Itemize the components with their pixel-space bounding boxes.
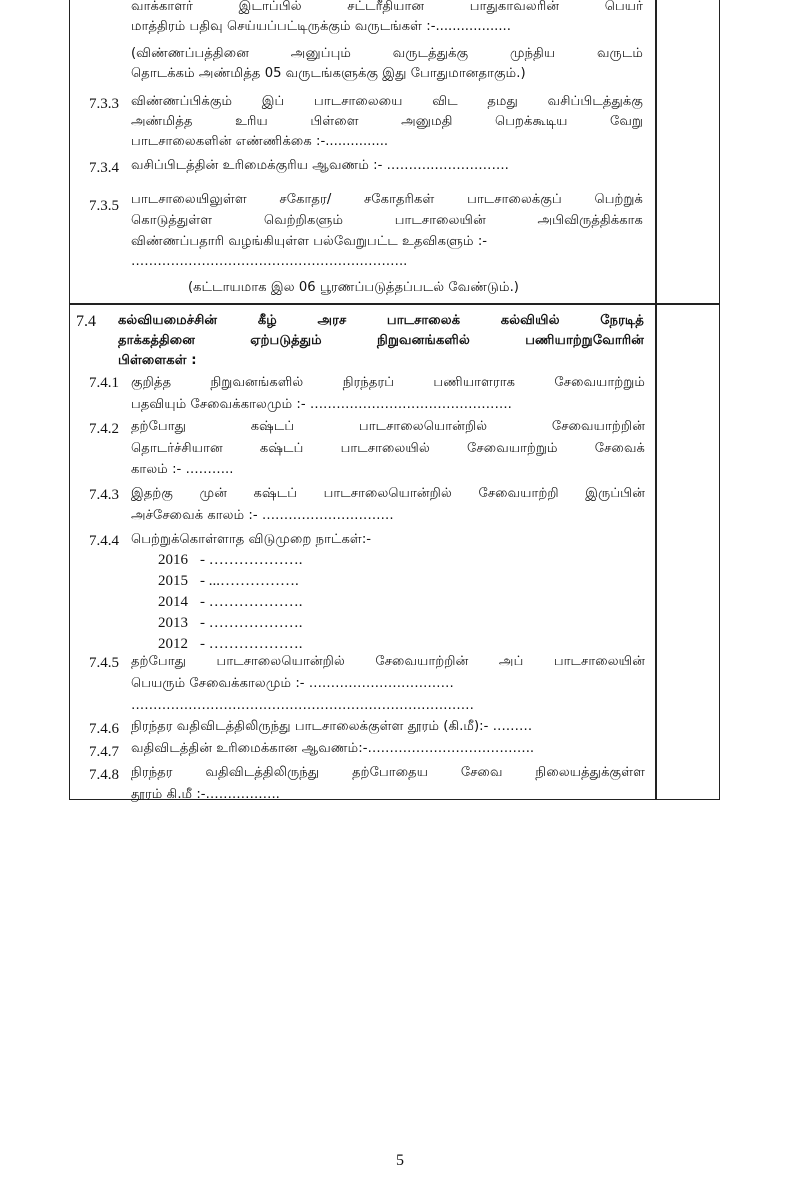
top-note-2: தொடக்கம் அண்மித்த 05 வருடங்களுக்கு இது போதுமானதாகும்.) bbox=[131, 66, 526, 81]
item-line: விண்ணப்பதாரி வழங்கியுள்ள பல்வேறுபட்ட உதவிகளும் :- bbox=[131, 234, 488, 249]
item-number: 7.3.3 bbox=[89, 96, 119, 112]
top-note-1: (விண்ணப்பத்தினை அனுப்பும் வருடத்துக்கு முந்திய வருடம் bbox=[131, 46, 643, 61]
page-number: 5 bbox=[396, 1152, 404, 1169]
note-735: (கட்டாயமாக இல 06 பூரணப்படுத்தப்படல் வேண்டும்.) bbox=[188, 280, 519, 295]
item-number: 7.4.2 bbox=[89, 421, 119, 437]
leave-year: 2016 bbox=[158, 552, 188, 568]
item-line: வதிவிடத்தின் உரிமைக்கான ஆவணம்:-……………………………….. bbox=[131, 741, 535, 756]
item-line: …………………………………………………………………… bbox=[131, 698, 474, 713]
leave-year-dots: - ………………. bbox=[200, 552, 303, 568]
item-line: பெற்றுக்கொள்ளாத விடுமுறை நாட்கள்:- bbox=[131, 532, 372, 547]
table-column-divider bbox=[655, 0, 657, 800]
item-number: 7.4.4 bbox=[89, 533, 119, 549]
leave-year: 2013 bbox=[158, 615, 188, 631]
item-number: 7.4.8 bbox=[89, 767, 119, 783]
item-number: 7.4.3 bbox=[89, 487, 119, 503]
item-line: காலம் :- ……….. bbox=[131, 462, 234, 477]
section-heading-line: தாக்கத்தினை ஏற்படுத்தும் நிறுவனங்களில் பணியாற்றுவோரின் bbox=[118, 333, 644, 348]
item-number: 7.4.7 bbox=[89, 744, 119, 760]
item-line: இதற்கு முன் கஷ்டப் பாடசாலையொன்றில் சேவையாற்றி இருப்பின் bbox=[131, 486, 645, 501]
item-line: அண்மித்த உரிய பிள்ளை அனுமதி பெறக்கூடிய வேறு bbox=[131, 114, 643, 129]
item-line: …………………………………………….……….. bbox=[131, 254, 408, 269]
item-line: குறித்த நிறுவனங்களில் நிரந்தரப் பணியாளராக சேவையாற்றும் bbox=[131, 375, 645, 390]
item-line: தூரம் கி.மீ :-…………….. bbox=[131, 787, 280, 802]
table-row-divider bbox=[69, 303, 720, 305]
item-line: பெயரும் சேவைக்காலமும் :- …………………………… bbox=[131, 676, 454, 691]
item-number: 7.4.6 bbox=[89, 721, 119, 737]
section-heading-line: பிள்ளைகள் : bbox=[118, 353, 197, 368]
item-line: நிரந்தர வதிவிடத்திலிருந்து பாடசாலைக்குள்ள தூரம் (கி.மீ):- ……… bbox=[131, 719, 533, 734]
item-line: பாடசாலைகளின் எண்ணிக்கை :-............... bbox=[131, 134, 389, 149]
top-line-2: மாத்திரம் பதிவு செய்யப்பட்டிருக்கும் வருடங்கள் :-.................. bbox=[131, 19, 511, 34]
item-number: 7.3.5 bbox=[89, 198, 119, 214]
leave-year-dots: - ………………. bbox=[200, 636, 303, 652]
item-line: அச்சேவைக் காலம் :- ………………………… bbox=[131, 508, 394, 523]
item-line: தொடர்ச்சியான கஷ்டப் பாடசாலையில் சேவையாற்றும் சேவைக் bbox=[131, 441, 645, 456]
leave-year-dots: - ………………. bbox=[200, 615, 303, 631]
section-heading-line: கல்வியமைச்சின் கீழ் அரச பாடசாலைக் கல்வியில் நேரடித் bbox=[118, 313, 644, 328]
item-line: நிரந்தர வதிவிடத்திலிருந்து தற்போதைய சேவை நிலையத்துக்குள்ள bbox=[131, 765, 645, 780]
item-number: 7.4.1 bbox=[89, 375, 119, 391]
leave-year: 2014 bbox=[158, 594, 188, 610]
item-line: பதவியும் சேவைக்காலமும் :- ………………………………………. bbox=[131, 397, 512, 412]
section-number: 7.4 bbox=[76, 313, 96, 330]
item-line: விண்ணப்பிக்கும் இப் பாடசாலையை விட தமது வசிப்பிடத்துக்கு bbox=[131, 94, 643, 109]
item-line: தற்போது கஷ்டப் பாடசாலையொன்றில் சேவையாற்றின் bbox=[131, 419, 645, 434]
item-line: பாடசாலையிலுள்ள சகோதர/ சகோதரிகள் பாடசாலைக்குப் பெற்றுக் bbox=[131, 192, 643, 207]
top-line-1: வாக்காளர் இடாப்பில் சட்டரீதியான பாதுகாவலரின் பெயர் bbox=[131, 0, 643, 14]
leave-year: 2012 bbox=[158, 636, 188, 652]
item-number: 7.3.4 bbox=[89, 160, 119, 176]
item-line: வசிப்பிடத்தின் உரிமைக்குரிய ஆவணம் :- ………...……………. bbox=[131, 158, 509, 173]
item-line: கொடுத்துள்ள வெற்றிகளும் பாடசாலையின் அபிவிருத்திக்காக bbox=[131, 213, 643, 228]
leave-year-dots: - ………………. bbox=[200, 594, 303, 610]
leave-year-dots: - ...……………. bbox=[200, 573, 299, 589]
item-number: 7.4.5 bbox=[89, 655, 119, 671]
leave-year: 2015 bbox=[158, 573, 188, 589]
item-line: தற்போது பாடசாலையொன்றில் சேவையாற்றின் அப் பாடசாலையின் bbox=[131, 654, 645, 669]
